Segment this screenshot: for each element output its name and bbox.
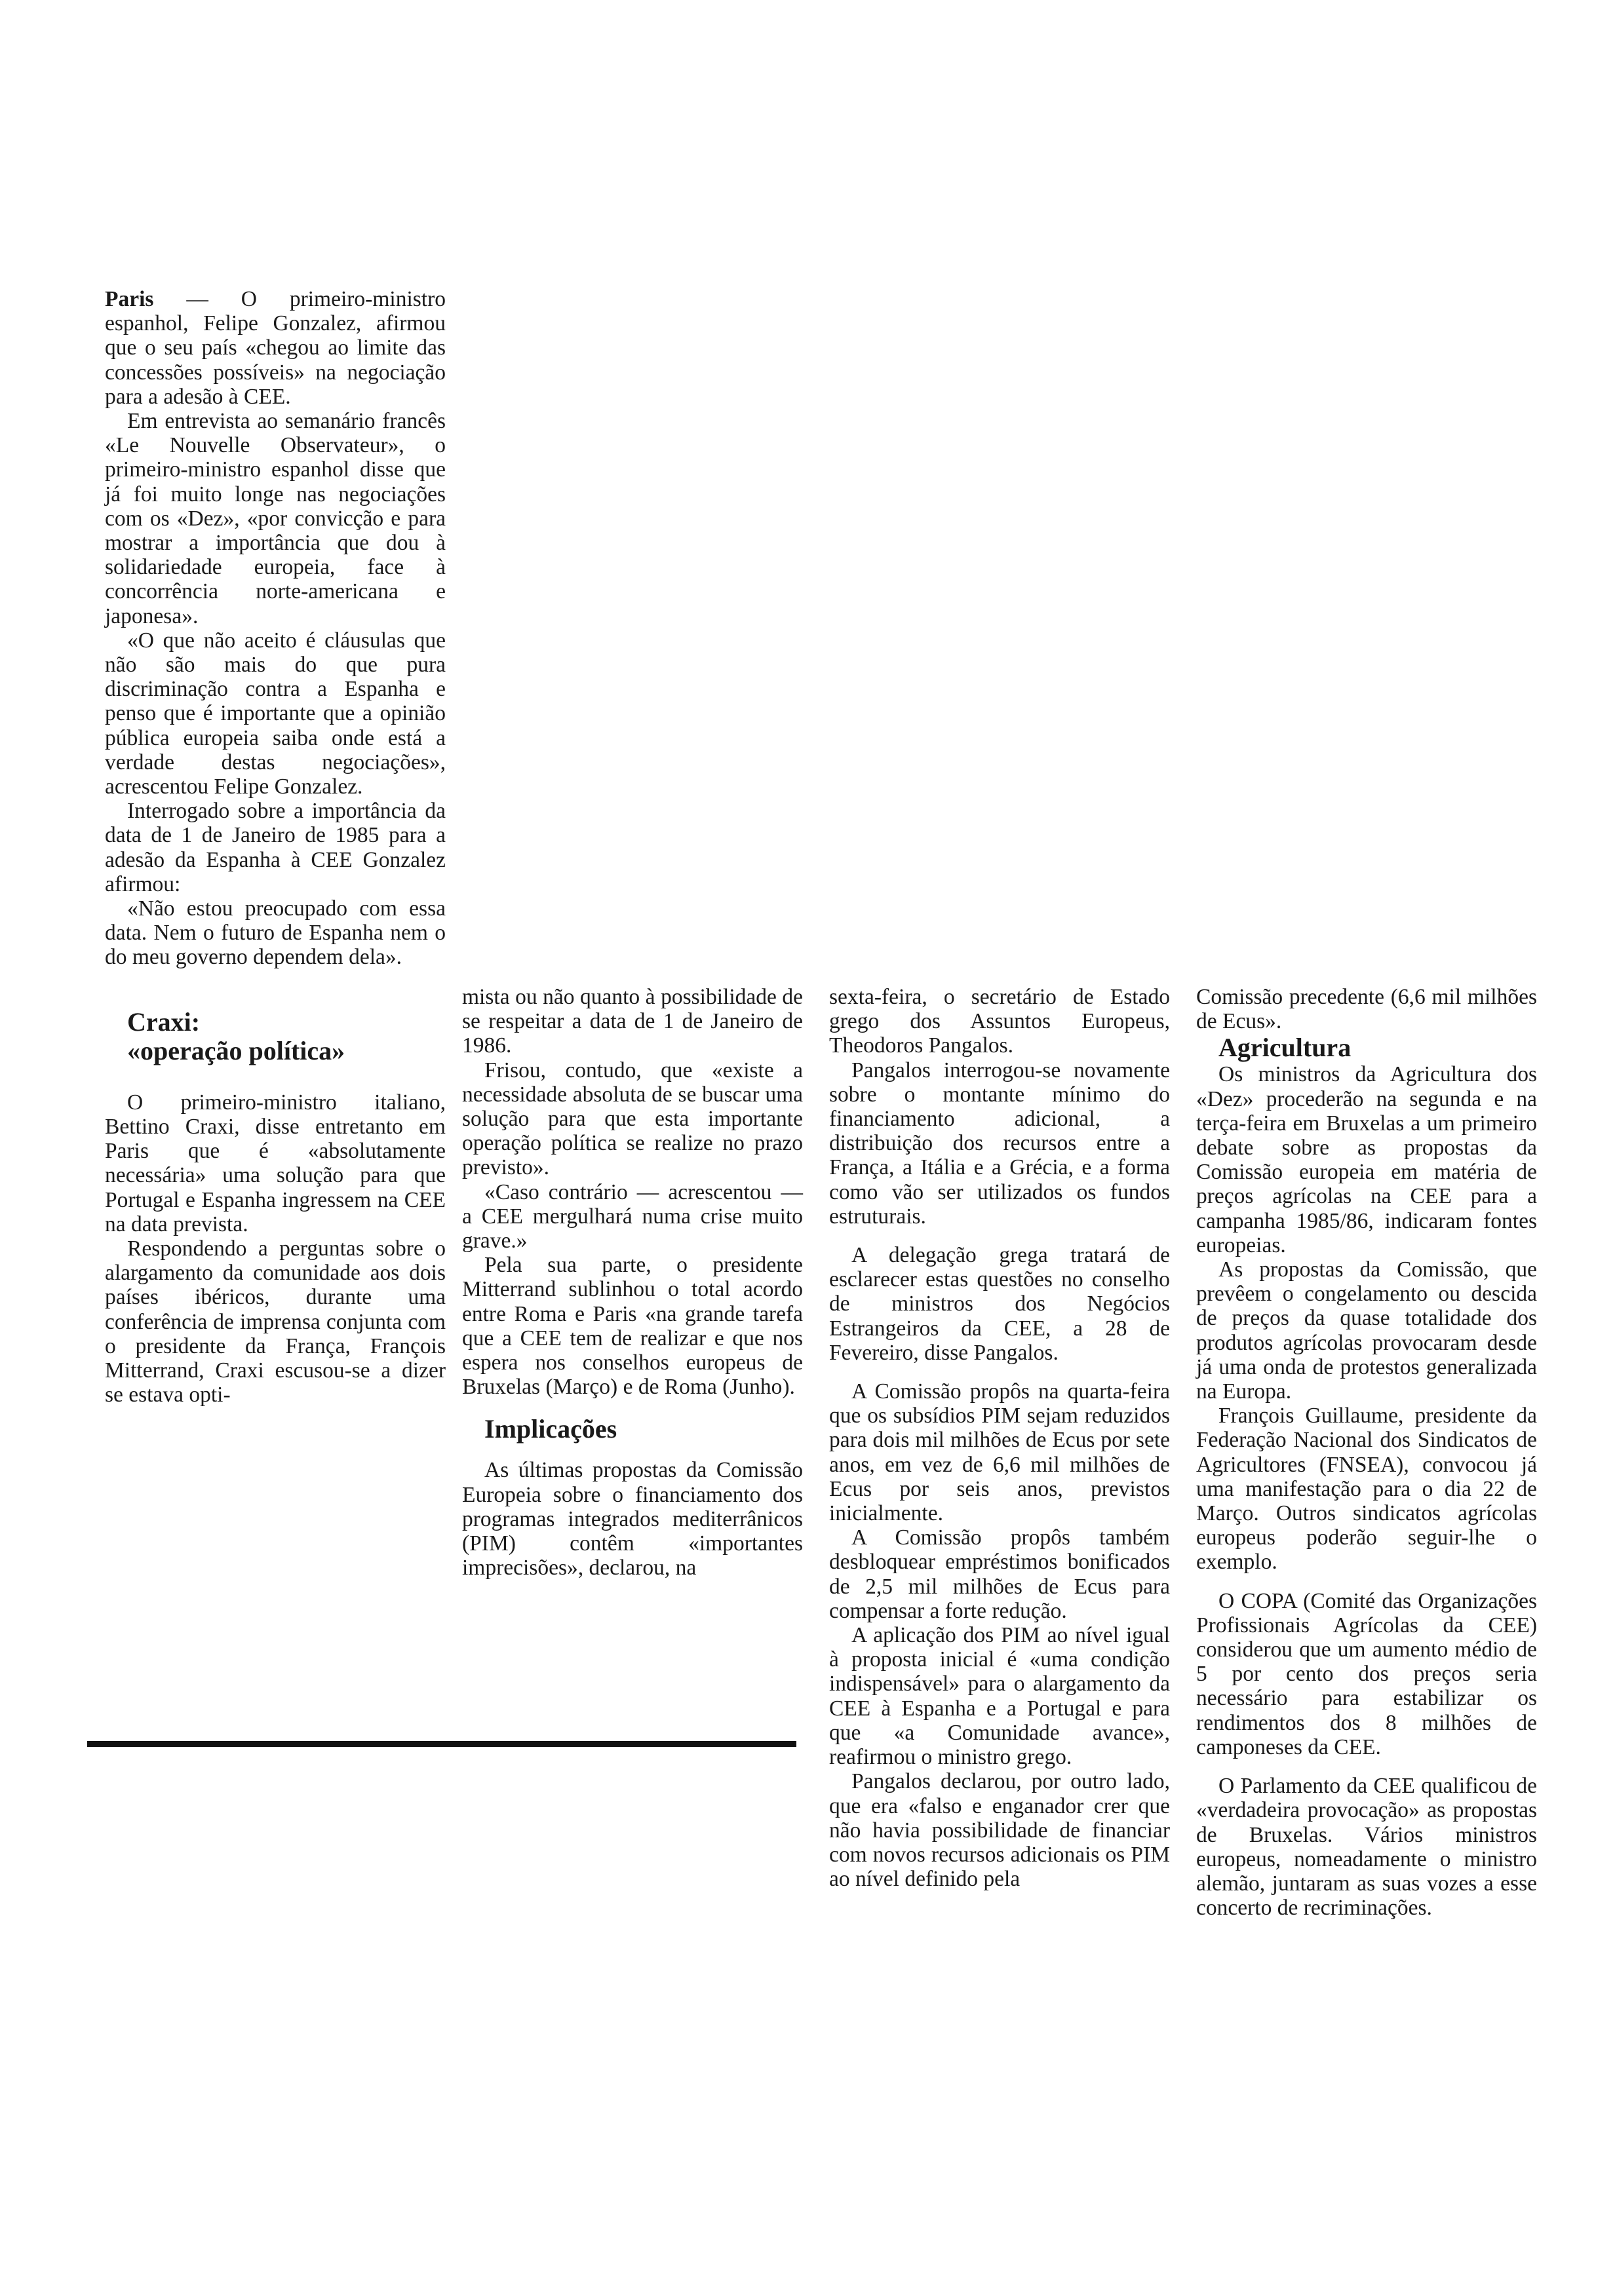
paragraph [105,287,446,409]
paragraph: Pela sua parte, o presidente Mitterrand sublinhou o total acordo entre Roma e Paris «na grande tarefa que a CEE tem de realizar e que nos espera nos conselhos europeus de Bruxelas (Março) e de Roma (Junho). [462,1253,803,1400]
subheading-craxi: Craxi: [127,1006,201,1037]
subheading-operacao-politica: «operação política» [127,1035,345,1065]
article-column-1 [105,287,446,1407]
article-column-4 [1196,985,1537,1920]
subheading-agricultura: Agricultura [1218,1033,1352,1063]
paragraph: Respondendo a perguntas sobre o alargamento da comunidade aos dois países ibéricos, durante uma conferência de imprensa conjunta com o presidente da França, François Mitterrand, Craxi escusou-se a dizer se estava opti- [105,1236,446,1407]
subheading-implicacoes: Implicações [484,1414,617,1444]
paragraph: «O que não aceito é cláusulas que não são mais do que pura discriminação contra a Espanha e penso que é importante que a opinião pública europeia saiba onde está a verdade destas negociações», acrescentou Felipe Gonzalez. [105,628,446,799]
article-column-2 [462,985,803,1580]
paragraph: Em entrevista ao semanário francês «Le Nouvelle Observateur», o primeiro-ministro espanhol disse que já foi muito longe nas negociações com os «Dez», «por convicção e para mostrar a importância que dou à solidariedade europeia, face à concorrência norte-americana e japonesa». [105,409,446,628]
paragraph: «Caso contrário — acrescentou — a CEE mergulhará numa crise muito grave.» [462,1179,803,1253]
paragraph: «Não estou preocupado com essa data. Nem o futuro de Espanha nem o do meu governo dependem dela». [105,896,446,970]
paragraph: Pangalos interrogou-se novamente sobre o montante mínimo do financiamento adicional, a distribuição dos recursos entre a França, a Itália e a Grécia, e a forma como vão ser utilizados os fundos estruturais. [829,1058,1170,1229]
paragraph-text: — O primeiro-ministro espanhol, Felipe Gonzalez, afirmou que o seu país «chegou ao limite das concessões possíveis» na negociação para a adesão à CEE. [105,287,446,409]
paragraph: sexta-feira, o secretário de Estado grego dos Assuntos Europeus, Theodoros Pangalos. [829,985,1170,1058]
paragraph: François Guillaume, presidente da Federação Nacional dos Sindicatos de Agricultores (FNSEA), convocou já uma manifestação para o dia 22 de Março. Outros sindicatos agrícolas europeus poderão seguir-lhe o exemplo. [1196,1404,1537,1575]
paragraph: O primeiro-ministro italiano, Bettino Craxi, disse entretanto em Paris que é «absolutamente necessária» uma solução para que Portugal e Espanha ingressem na CEE na data prevista. [105,1090,446,1236]
paragraph: mista ou não quanto à possibilidade de se respeitar a data de 1 de Janeiro de 1986. [462,985,803,1058]
paragraph: As propostas da Comissão, que prevêem o congelamento ou descida de preços da quase totalidade dos produtos agrícolas provocaram desde já uma onda de protestos generalizada na Europa. [1196,1257,1537,1404]
paragraph: Comissão precedente (6,6 mil milhões de Ecus». [1196,985,1537,1034]
paragraph: As últimas propostas da Comissão Europeia sobre o financiamento dos programas integrados mediterrânicos (PIM) contêm «importantes imprecisões», declarou, na [462,1458,803,1580]
column-divider-rule [87,1741,796,1747]
paragraph: A Comissão propôs também desbloquear empréstimos bonificados de 2,5 mil milhões de Ecus para compensar a forte redução. [829,1525,1170,1623]
paragraph: O COPA (Comité das Organizações Profissionais Agrícolas da CEE) considerou que um aumento médio de 5 por cento dos preços seria necessário para estabilizar os rendimentos dos 8 milhões de camponeses da CEE. [1196,1588,1537,1759]
paragraph: A delegação grega tratará de esclarecer estas questões no conselho de ministros dos Negócios Estrangeiros da CEE, a 28 de Fevereiro, disse Pangalos. [829,1243,1170,1365]
paragraph: Os ministros da Agricultura dos «Dez» procederão na segunda e na terça-feira em Bruxelas a um primeiro debate sobre as propostas da Comissão europeia em matéria de preços agrícolas na CEE para a campanha 1985/86, indicaram fontes europeias. [1196,1062,1537,1257]
paragraph: A aplicação dos PIM ao nível igual à proposta inicial é «uma condição indispensável» para o alargamento da CEE à Espanha e a Portugal e para que «a Comunidade avance», reafirmou o ministro grego. [829,1623,1170,1770]
paragraph: Interrogado sobre a importância da data de 1 de Janeiro de 1985 para a adesão da Espanha à CEE Gonzalez afirmou: [105,799,446,896]
dateline: Paris [105,287,154,311]
article-column-3 [829,985,1170,1891]
paragraph: A Comissão propôs na quarta-feira que os subsídios PIM sejam reduzidos para dois mil milhões de Ecus por sete anos, em vez de 6,6 mil milhões de Ecus por seis anos, previstos inicialmente. [829,1379,1170,1526]
paragraph: Pangalos declarou, por outro lado, que era «falso e enganador crer que não havia possibilidade de financiar com novos recursos adicionais os PIM ao nível definido pela [829,1769,1170,1892]
paragraph: O Parlamento da CEE qualificou de «verdadeira provocação» as propostas de Bruxelas. Vários ministros europeus, nomeadamente o ministro alemão, juntaram as suas vozes a esse concerto de recriminações. [1196,1774,1537,1921]
paragraph: Frisou, contudo, que «existe a necessidade absoluta de se buscar uma solução para que esta importante operação política se realize no prazo previsto». [462,1058,803,1180]
